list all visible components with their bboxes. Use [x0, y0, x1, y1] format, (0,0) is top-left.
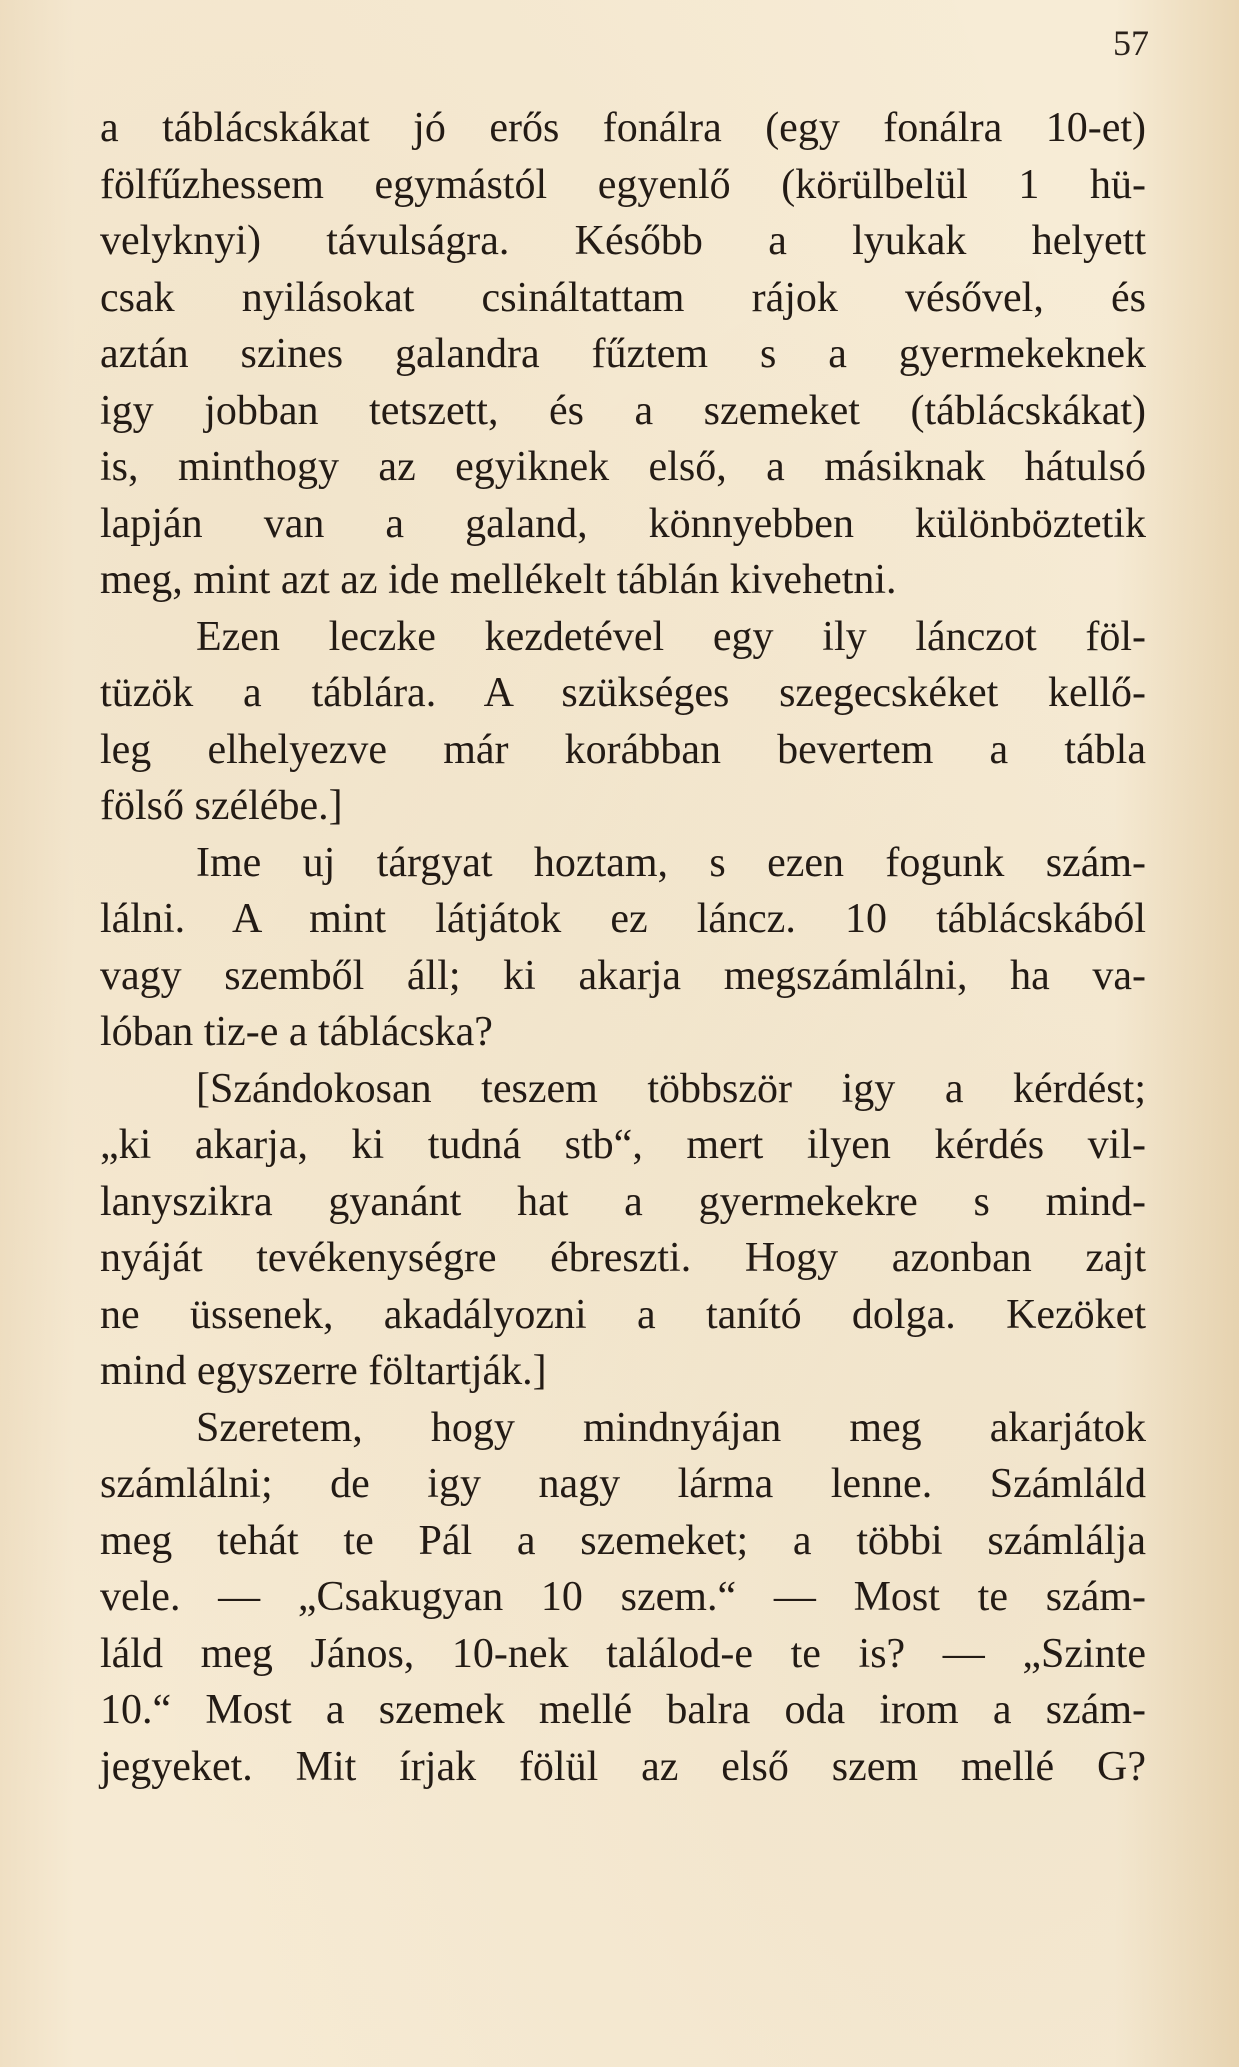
page-number: 57 [1113, 23, 1149, 63]
text-line: tüzök a táblára. A szükséges szegecskéket kellő- [100, 670, 1146, 716]
text-line: igy jobban tetszett, és a szemeket (táblácskákat) [100, 387, 1146, 434]
text-line: nyáját tevékenységre ébreszti. Hogy azonban zajt [100, 1235, 1146, 1281]
text-line: velyknyi) távulságra. Később a lyukak helyett [100, 218, 1146, 264]
text-line: 10.“ Most a szemek mellé balra oda irom a szám- [100, 1687, 1146, 1733]
text-line: leg elhelyezve már korábban bevertem a tábla [100, 726, 1146, 773]
text-line: Ime uj tárgyat hoztam, s ezen fogunk szám- [196, 839, 1146, 886]
text-line: mind egyszerre föltartják.] [100, 1348, 547, 1394]
text-line: vele. — „Csakugyan 10 szem.“ — Most te szám- [100, 1574, 1146, 1620]
text-line: [Szándokosan teszem többször igy a kérdést; [196, 1065, 1146, 1112]
text-line: számlálni; de igy nagy lárma lenne. Számláld [100, 1461, 1146, 1507]
text-line: csak nyilásokat csináltattam rájok vésővel, és [100, 274, 1146, 321]
text-line: fölfűzhessem egymástól egyenlő (körülbelül 1 hü- [100, 161, 1146, 208]
text-line: láld meg János, 10-nek találod-e te is? — „Szinte [100, 1630, 1146, 1677]
body-text [100, 100, 1146, 1795]
text-line: a táblácskákat jó erős fonálra (egy fonálra 10-et) [100, 105, 1146, 151]
text-line: ne üssenek, akadályozni a tanító dolga. Kezöket [100, 1291, 1146, 1338]
text-line: aztán szines galandra fűztem s a gyermekeknek [100, 331, 1146, 377]
text-line: jegyeket. Mit írjak fölül az első szem mellé G? [100, 1743, 1146, 1790]
text-line: Ezen leczke kezdetével egy ily lánczot föl- [196, 613, 1146, 660]
text-line: meg, mint azt az ide mellékelt táblán kivehetni. [100, 557, 897, 603]
text-line: lóban tiz-e a táblácska? [100, 1009, 493, 1055]
text-line: meg tehát te Pál a szemeket; a többi számlálja [100, 1517, 1146, 1564]
text-line: is, minthogy az egyiknek első, a másiknak hátulsó [100, 444, 1146, 490]
text-line: Szeretem, hogy mindnyájan meg akarjátok [196, 1404, 1146, 1451]
text-line: lanyszikra gyanánt hat a gyermekekre s mind- [100, 1178, 1146, 1225]
text-line: vagy szemből áll; ki akarja megszámlálni, ha va- [100, 952, 1146, 999]
text-line: lálni. A mint látjátok ez láncz. 10 táblácskából [100, 896, 1146, 942]
text-line: lapján van a galand, könnyebben különböztetik [100, 500, 1146, 547]
text-line: „ki akarja, ki tudná stb“, mert ilyen kérdés vil- [100, 1122, 1146, 1168]
text-line: fölső szélébe.] [100, 783, 343, 829]
